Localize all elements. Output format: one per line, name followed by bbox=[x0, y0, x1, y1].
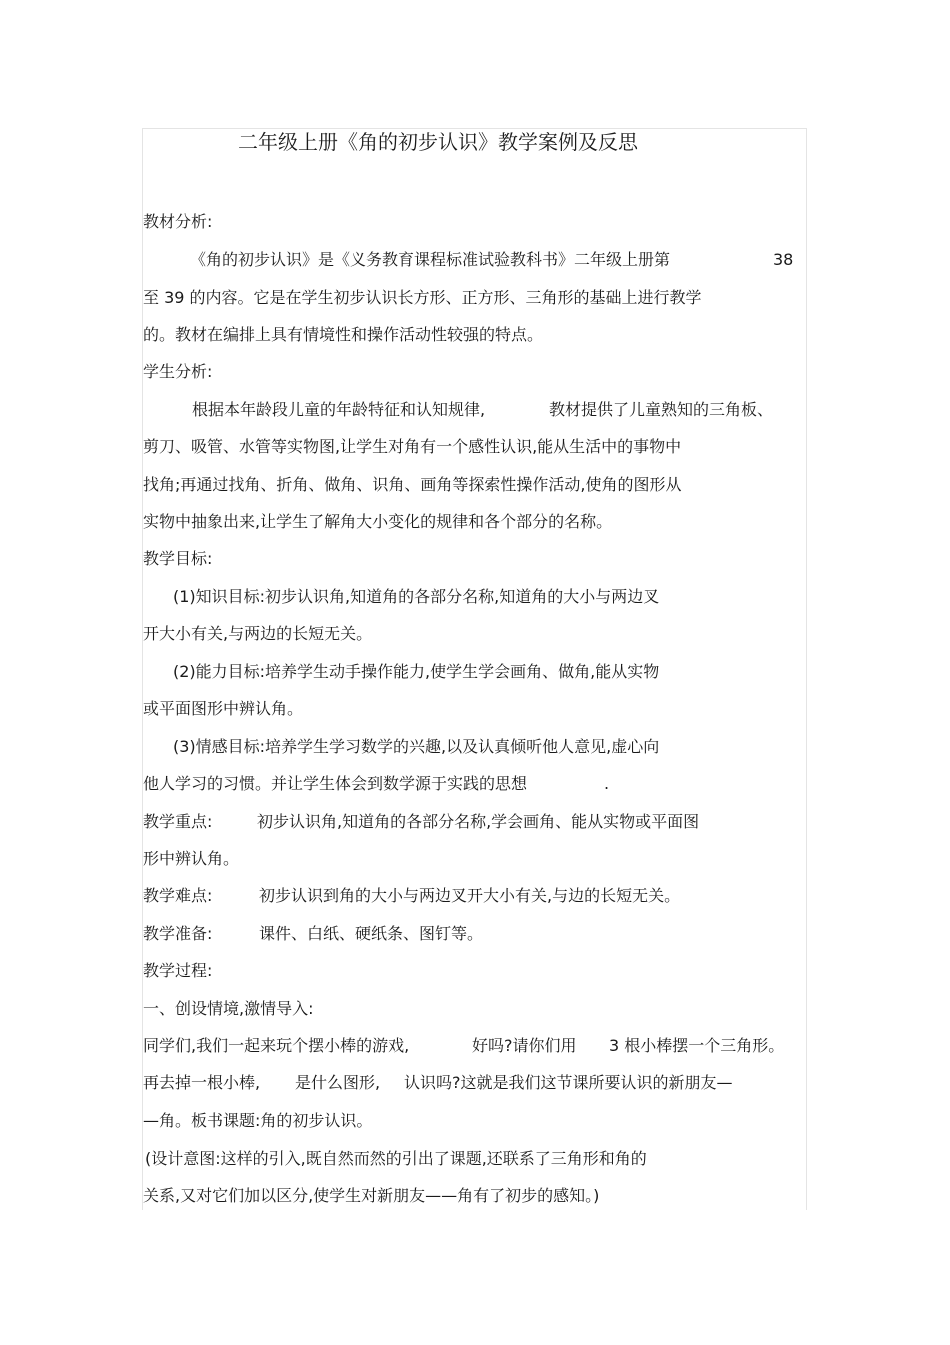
process-para-2c: 认识吗?这就是我们这节课所要认识的新朋友— bbox=[404, 1073, 733, 1092]
key-label: 教学重点: bbox=[143, 812, 213, 831]
document-title: 二年级上册《角的初步认识》教学案例及反思 bbox=[238, 130, 638, 154]
process-heading: 教学过程: bbox=[143, 961, 213, 980]
difficulty-label: 教学难点: bbox=[143, 886, 213, 905]
step-1-heading: 一、创设情境,激情导入: bbox=[143, 999, 314, 1018]
key-line-2: 形中辨认角。 bbox=[143, 849, 240, 868]
process-para-2b: 是什么图形, bbox=[295, 1073, 381, 1092]
student-line-3: 找角;再通过找角、折角、做角、识角、画角等探索性操作活动,使角的图形从 bbox=[143, 475, 682, 494]
goals-heading: 教学目标: bbox=[143, 549, 213, 568]
student-heading: 学生分析: bbox=[143, 362, 213, 381]
page-frame-right bbox=[806, 128, 807, 1210]
design-note-1: (设计意图:这样的引入,既自然而然的引出了课题,还联系了三角形和角的 bbox=[145, 1149, 647, 1168]
goal-3-period: . bbox=[604, 774, 610, 793]
material-heading: 教材分析: bbox=[143, 212, 213, 231]
process-para-1b: 好吗?请你们用 bbox=[472, 1036, 577, 1055]
material-line-2: 至 39 的内容。它是在学生初步认识长方形、正方形、三角形的基础上进行教学 bbox=[143, 288, 702, 307]
material-line-3: 的。教材在编排上具有情境性和操作活动性较强的特点。 bbox=[143, 325, 544, 344]
material-line-1a: 《角的初步认识》是《义务教育课程标准试验教科书》二年级上册第 bbox=[190, 250, 671, 269]
student-line-1a: 根据本年龄段儿童的年龄特征和认知规律, bbox=[192, 400, 486, 419]
key-line-1: 初步认识角,知道角的各部分名称,学会画角、能从实物或平面图 bbox=[257, 812, 700, 831]
process-para-1c: 3 根小棒摆一个三角形。 bbox=[609, 1036, 785, 1055]
material-line-1 bbox=[190, 249, 670, 271]
goal-2-line-1: (2)能力目标:培养学生动手操作能力,使学生学会画角、做角,能从实物 bbox=[173, 662, 660, 681]
student-line-2: 剪刀、吸管、水管等实物图,让学生对角有一个感性认识,能从生活中的事物中 bbox=[143, 437, 682, 456]
goal-3-line-1: (3)情感目标:培养学生学习数学的兴趣,以及认真倾听他人意见,虚心向 bbox=[173, 737, 660, 756]
goal-1-line-1: (1)知识目标:初步认识角,知道角的各部分名称,知道角的大小与两边叉 bbox=[173, 587, 660, 606]
process-para-1a: 同学们,我们一起来玩个摆小棒的游戏, bbox=[143, 1036, 410, 1055]
goal-3-line-2: 他人学习的习惯。并让学生体会到数学源于实践的思想 bbox=[143, 774, 528, 793]
goal-2-line-2: 或平面图形中辨认角。 bbox=[143, 699, 304, 718]
design-note-2: 关系,又对它们加以区分,使学生对新朋友——角有了初步的感知。) bbox=[143, 1186, 600, 1205]
process-para-3: —角。板书课题:角的初步认识。 bbox=[143, 1111, 373, 1130]
prep-text: 课件、白纸、硬纸条、图钉等。 bbox=[259, 924, 484, 943]
difficulty-text: 初步认识到角的大小与两边叉开大小有关,与边的长短无关。 bbox=[259, 886, 681, 905]
student-line-1b: 教材提供了儿童熟知的三角板、 bbox=[549, 400, 774, 419]
goal-1-line-2: 开大小有关,与两边的长短无关。 bbox=[143, 624, 373, 643]
material-page-number: 38 bbox=[773, 250, 794, 269]
student-line-4: 实物中抽象出来,让学生了解角大小变化的规律和各个部分的名称。 bbox=[143, 512, 613, 531]
prep-label: 教学准备: bbox=[143, 924, 213, 943]
process-para-2a: 再去掉一根小棒, bbox=[143, 1073, 261, 1092]
